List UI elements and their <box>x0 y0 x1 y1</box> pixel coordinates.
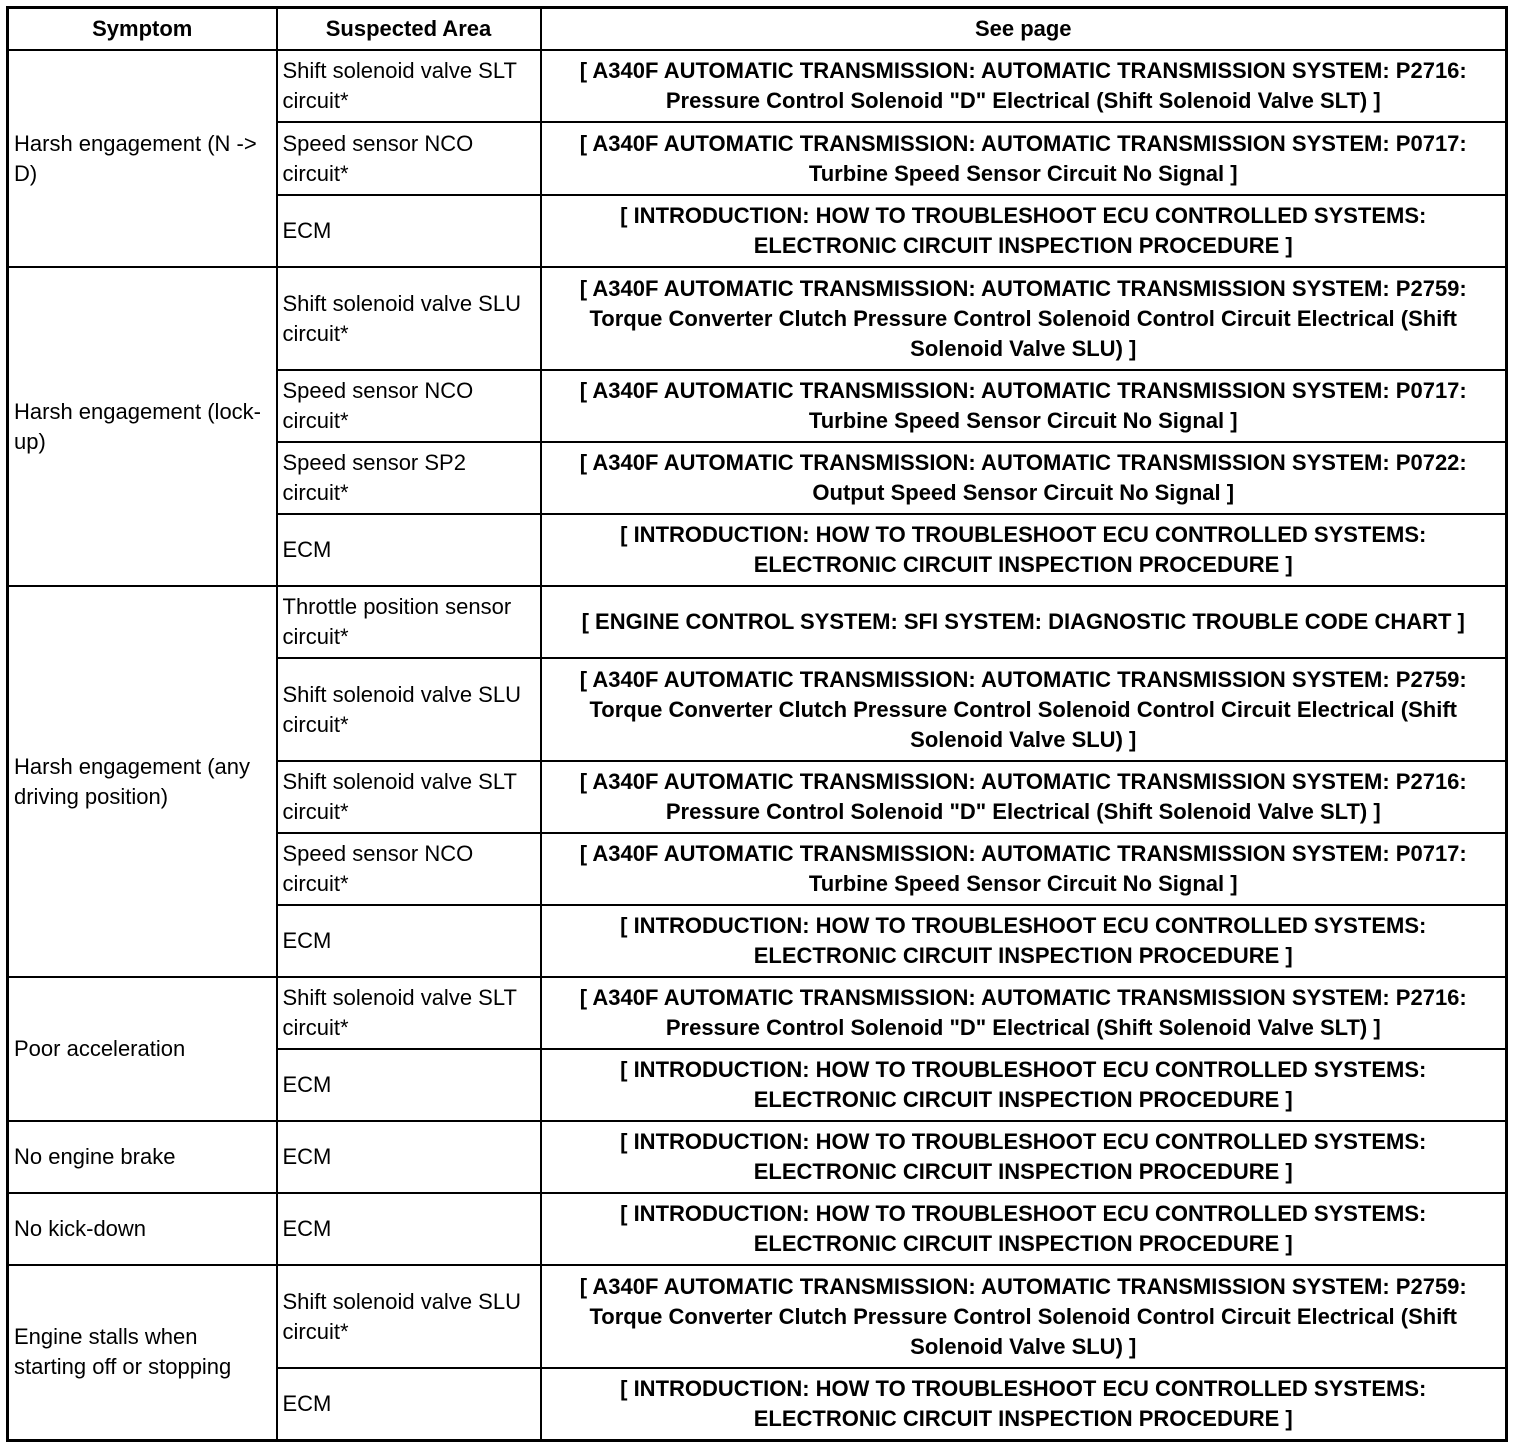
suspected-area-cell: ECM <box>277 514 541 586</box>
table-row <box>8 1265 1507 1368</box>
suspected-area-cell: Speed sensor SP2 circuit* <box>277 442 541 514</box>
table-row <box>8 1193 1507 1265</box>
see-page-link[interactable]: [ A340F AUTOMATIC TRANSMISSION: AUTOMATIC TRANSMISSION SYSTEM: P0717: Turbine Speed Sensor Circuit No Signal ] <box>541 122 1507 195</box>
symptom-cell: Engine stalls when starting off or stopping <box>8 1265 277 1440</box>
see-page-link[interactable]: [ A340F AUTOMATIC TRANSMISSION: AUTOMATIC TRANSMISSION SYSTEM: P0717: Turbine Speed Sensor Circuit No Signal ] <box>541 833 1507 905</box>
symptom-cell: Poor acceleration <box>8 977 277 1121</box>
see-page-link[interactable]: [ INTRODUCTION: HOW TO TROUBLESHOOT ECU CONTROLLED SYSTEMS: ELECTRONIC CIRCUIT INSPECTION PROCEDURE ] <box>541 905 1507 977</box>
see-page-link[interactable]: [ A340F AUTOMATIC TRANSMISSION: AUTOMATIC TRANSMISSION SYSTEM: P2716: Pressure Control Solenoid "D" Electrical (Shift Solenoid Valve SLT) ] <box>541 977 1507 1049</box>
troubleshooting-table <box>6 6 1508 1442</box>
suspected-area-cell: ECM <box>277 195 541 267</box>
see-page-link[interactable]: [ A340F AUTOMATIC TRANSMISSION: AUTOMATIC TRANSMISSION SYSTEM: P2759: Torque Converter Clutch Pressure Control Solenoid Control Circuit Electrical (Shift Solenoid Valve SLU) ] <box>541 658 1507 761</box>
suspected-area-cell: ECM <box>277 1368 541 1440</box>
header-suspected-area: Suspected Area <box>277 8 541 51</box>
suspected-area-cell: Throttle position sensor circuit* <box>277 586 541 658</box>
suspected-area-cell: ECM <box>277 905 541 977</box>
see-page-link[interactable]: [ INTRODUCTION: HOW TO TROUBLESHOOT ECU CONTROLLED SYSTEMS: ELECTRONIC CIRCUIT INSPECTION PROCEDURE ] <box>541 1049 1507 1121</box>
symptom-cell: Harsh engagement (N -> D) <box>8 50 277 267</box>
symptom-cell: No engine brake <box>8 1121 277 1193</box>
table-row <box>8 586 1507 658</box>
table-row <box>8 50 1507 122</box>
header-see-page: See page <box>541 8 1507 51</box>
suspected-area-cell: Speed sensor NCO circuit* <box>277 833 541 905</box>
suspected-area-cell: Shift solenoid valve SLT circuit* <box>277 50 541 122</box>
suspected-area-cell: Speed sensor NCO circuit* <box>277 122 541 195</box>
symptom-cell: Harsh engagement (any driving position) <box>8 586 277 977</box>
see-page-link[interactable]: [ A340F AUTOMATIC TRANSMISSION: AUTOMATIC TRANSMISSION SYSTEM: P2716: Pressure Control Solenoid "D" Electrical (Shift Solenoid Valve SLT) ] <box>541 50 1507 122</box>
suspected-area-cell: ECM <box>277 1049 541 1121</box>
see-page-link[interactable]: [ A340F AUTOMATIC TRANSMISSION: AUTOMATIC TRANSMISSION SYSTEM: P2759: Torque Converter Clutch Pressure Control Solenoid Control Circuit Electrical (Shift Solenoid Valve SLU) ] <box>541 267 1507 370</box>
suspected-area-cell: ECM <box>277 1121 541 1193</box>
suspected-area-cell: Shift solenoid valve SLU circuit* <box>277 658 541 761</box>
symptom-cell: Harsh engagement (lock-up) <box>8 267 277 586</box>
header-row <box>8 8 1507 51</box>
see-page-link[interactable]: [ INTRODUCTION: HOW TO TROUBLESHOOT ECU CONTROLLED SYSTEMS: ELECTRONIC CIRCUIT INSPECTION PROCEDURE ] <box>541 195 1507 267</box>
table-row <box>8 267 1507 370</box>
see-page-link[interactable]: [ INTRODUCTION: HOW TO TROUBLESHOOT ECU CONTROLLED SYSTEMS: ELECTRONIC CIRCUIT INSPECTION PROCEDURE ] <box>541 1193 1507 1265</box>
see-page-link[interactable]: [ A340F AUTOMATIC TRANSMISSION: AUTOMATIC TRANSMISSION SYSTEM: P0722: Output Speed Sensor Circuit No Signal ] <box>541 442 1507 514</box>
see-page-link[interactable]: [ INTRODUCTION: HOW TO TROUBLESHOOT ECU CONTROLLED SYSTEMS: ELECTRONIC CIRCUIT INSPECTION PROCEDURE ] <box>541 1121 1507 1193</box>
see-page-link[interactable]: [ ENGINE CONTROL SYSTEM: SFI SYSTEM: DIAGNOSTIC TROUBLE CODE CHART ] <box>541 586 1507 658</box>
suspected-area-cell: Shift solenoid valve SLU circuit* <box>277 267 541 370</box>
table-row <box>8 977 1507 1049</box>
see-page-link[interactable]: [ A340F AUTOMATIC TRANSMISSION: AUTOMATIC TRANSMISSION SYSTEM: P2759: Torque Converter Clutch Pressure Control Solenoid Control Circuit Electrical (Shift Solenoid Valve SLU) ] <box>541 1265 1507 1368</box>
suspected-area-cell: ECM <box>277 1193 541 1265</box>
suspected-area-cell: Shift solenoid valve SLT circuit* <box>277 977 541 1049</box>
symptom-cell: No kick-down <box>8 1193 277 1265</box>
see-page-link[interactable]: [ INTRODUCTION: HOW TO TROUBLESHOOT ECU CONTROLLED SYSTEMS: ELECTRONIC CIRCUIT INSPECTION PROCEDURE ] <box>541 1368 1507 1440</box>
see-page-link[interactable]: [ A340F AUTOMATIC TRANSMISSION: AUTOMATIC TRANSMISSION SYSTEM: P0717: Turbine Speed Sensor Circuit No Signal ] <box>541 370 1507 442</box>
see-page-link[interactable]: [ INTRODUCTION: HOW TO TROUBLESHOOT ECU CONTROLLED SYSTEMS: ELECTRONIC CIRCUIT INSPECTION PROCEDURE ] <box>541 514 1507 586</box>
suspected-area-cell: Shift solenoid valve SLT circuit* <box>277 761 541 833</box>
table-row <box>8 1121 1507 1193</box>
see-page-link[interactable]: [ A340F AUTOMATIC TRANSMISSION: AUTOMATIC TRANSMISSION SYSTEM: P2716: Pressure Control Solenoid "D" Electrical (Shift Solenoid Valve SLT) ] <box>541 761 1507 833</box>
suspected-area-cell: Speed sensor NCO circuit* <box>277 370 541 442</box>
header-symptom: Symptom <box>8 8 277 51</box>
suspected-area-cell: Shift solenoid valve SLU circuit* <box>277 1265 541 1368</box>
